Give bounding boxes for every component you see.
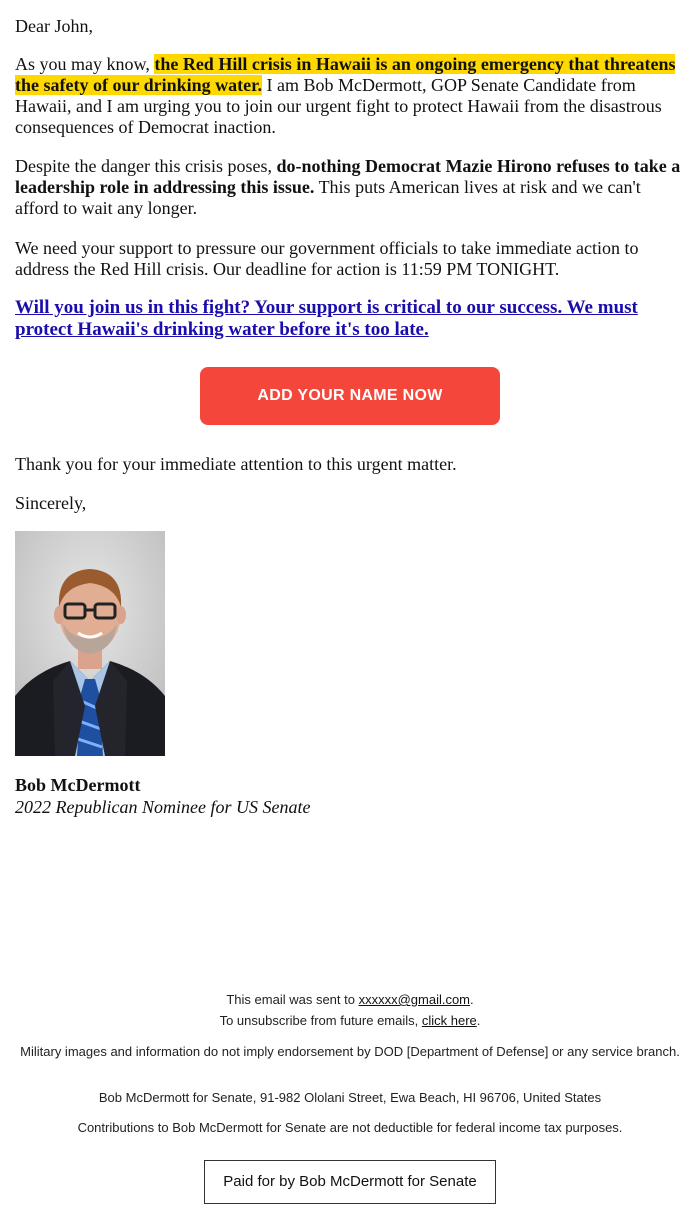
unsubscribe-prefix: To unsubscribe from future emails, bbox=[219, 1013, 422, 1028]
unsubscribe-link[interactable]: click here bbox=[421, 1013, 477, 1028]
cta-container bbox=[0, 367, 700, 425]
danger-bold: do-nothing Democrat Mazie Hirono refuses to take a leadership role in addressing this issue. bbox=[15, 156, 681, 197]
sent-to-suffix: . bbox=[470, 992, 474, 1007]
intro-highlight: the Red Hill crisis in Hawaii is an ongoing emergency that threatens the safety of our drinking water. bbox=[15, 54, 676, 95]
signature-name: Bob McDermott bbox=[15, 775, 141, 795]
paragraph-danger bbox=[15, 156, 688, 219]
footer-recipient bbox=[0, 992, 700, 1029]
intro-rest: I am Bob McDermott, GOP Senate Candidate from Hawaii, and I am urging you to join our urgent fight to protect Hawaii from the disastrous consequences of Democrat inaction. bbox=[15, 75, 662, 137]
paid-for-container bbox=[0, 1160, 700, 1204]
unsubscribe-suffix: . bbox=[476, 1013, 481, 1028]
candidate-portrait bbox=[15, 531, 165, 756]
sent-to-prefix: This email was sent to bbox=[226, 992, 359, 1007]
paragraph-deadline: We need your support to pressure our government officials to take immediate action to address the Red Hill crisis. Our deadline for action is 11:59 PM TONIGHT. bbox=[15, 238, 639, 279]
paid-for-disclaimer: Paid for by Bob McDermott for Senate bbox=[204, 1160, 496, 1204]
sent-to-line bbox=[0, 992, 700, 1008]
greeting: Dear John, bbox=[15, 16, 93, 36]
paragraph-call-to-action bbox=[15, 297, 688, 341]
tax-notice: Contributions to Bob McDermott for Senate are not deductible for federal income tax purposes. bbox=[77, 1120, 623, 1135]
signature-title: 2022 Republican Nominee for US Senate bbox=[15, 797, 311, 817]
join-fight-link[interactable]: Will you join us in this fight? Your support is critical to our success. We must protect Hawaii's drinking water before it's too late. bbox=[15, 297, 638, 340]
thanks-line: Thank you for your immediate attention to this urgent matter. bbox=[15, 454, 457, 474]
danger-lead: Despite the danger this crisis poses, bbox=[15, 156, 277, 176]
portrait-illustration bbox=[15, 531, 165, 756]
military-disclaimer: Military images and information do not imply endorsement by DOD [Department of Defense] or any service branch. bbox=[20, 1044, 680, 1059]
intro-lead: As you may know, bbox=[15, 54, 155, 74]
sign-off: Sincerely, bbox=[15, 493, 87, 513]
mailing-address: Bob McDermott for Senate, 91-982 Ololani Street, Ewa Beach, HI 96706, United States bbox=[98, 1090, 602, 1105]
danger-rest: This puts American lives at risk and we can't afford to wait any longer. bbox=[15, 177, 641, 218]
paragraph-intro bbox=[15, 54, 688, 138]
add-your-name-button[interactable]: ADD YOUR NAME NOW bbox=[200, 367, 500, 425]
recipient-email-link[interactable]: xxxxxx@gmail.com bbox=[358, 992, 471, 1007]
unsubscribe-line bbox=[0, 1013, 700, 1029]
